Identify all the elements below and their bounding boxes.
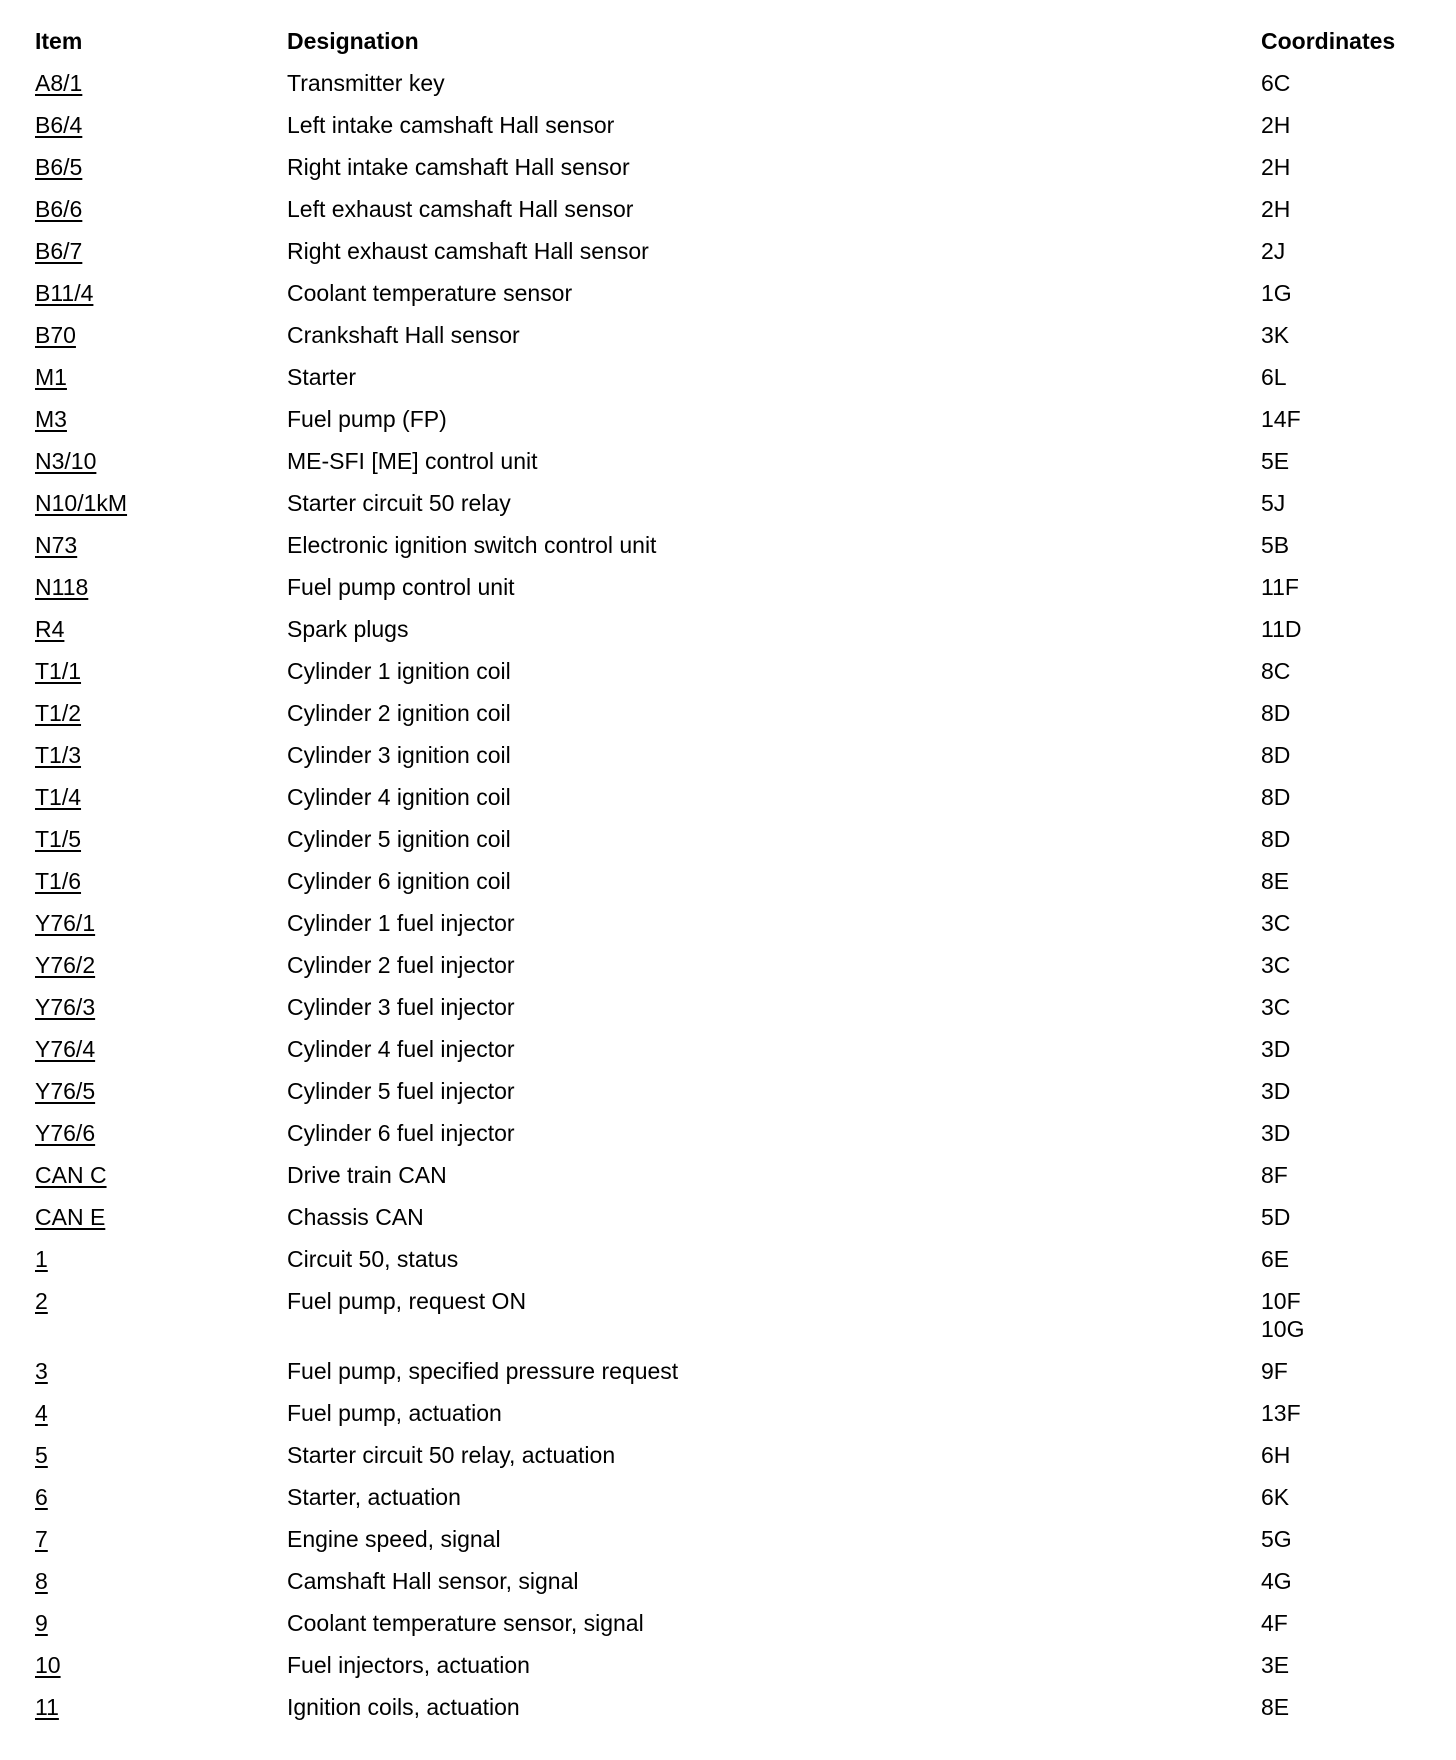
item-cell — [0, 1203, 252, 1231]
designation-cell: Transmitter key — [287, 70, 445, 96]
table-row — [0, 1161, 1456, 1203]
item-cell — [0, 825, 252, 853]
table-row — [0, 405, 1456, 447]
coordinates-cell — [1230, 1161, 1456, 1189]
coordinate-value: 11F — [1261, 574, 1299, 600]
table-row — [0, 1357, 1456, 1399]
item-cell — [0, 69, 252, 97]
table-row — [0, 1287, 1456, 1357]
item-cell — [0, 909, 252, 937]
designation-cell: Starter — [287, 364, 357, 390]
coordinate-value: 5B — [1261, 532, 1290, 558]
designation-cell: Coolant temperature sensor — [287, 280, 573, 306]
item-link[interactable]: 10 — [35, 1652, 61, 1678]
designation-cell: Starter circuit 50 relay, actuation — [287, 1442, 616, 1468]
item-cell — [0, 111, 252, 139]
item-cell — [0, 1441, 252, 1469]
item-link[interactable]: 3 — [35, 1358, 48, 1384]
item-cell — [0, 951, 252, 979]
coordinates-cell — [1230, 741, 1456, 769]
coordinate-value: 2H — [1261, 196, 1291, 222]
designation-cell: Fuel pump, actuation — [287, 1400, 502, 1426]
designation-cell: Cylinder 6 ignition coil — [287, 868, 511, 894]
item-link[interactable]: B6/5 — [35, 154, 83, 180]
coordinate-value: 3D — [1261, 1120, 1291, 1146]
item-link[interactable]: T1/5 — [35, 826, 82, 852]
coordinates-cell — [1230, 825, 1456, 853]
coordinates-cell — [1230, 1651, 1456, 1679]
coordinates-cell — [1230, 279, 1456, 307]
item-cell — [0, 531, 252, 559]
coordinate-value: 6L — [1261, 364, 1287, 390]
item-link[interactable]: 8 — [35, 1568, 48, 1594]
table-row — [0, 951, 1456, 993]
coordinates-cell — [1230, 909, 1456, 937]
item-link[interactable]: R4 — [35, 616, 65, 642]
item-cell — [0, 1035, 252, 1063]
table-row — [0, 783, 1456, 825]
header-designation: Designation — [287, 28, 419, 54]
table-row — [0, 573, 1456, 615]
designation-cell: Cylinder 6 fuel injector — [287, 1120, 515, 1146]
coordinates-cell — [1230, 1525, 1456, 1553]
item-link[interactable]: Y76/1 — [35, 910, 96, 936]
designation-cell: Cylinder 2 ignition coil — [287, 700, 511, 726]
table-header — [0, 0, 1456, 69]
designation-cell: Engine speed, signal — [287, 1526, 501, 1552]
table-row — [0, 1077, 1456, 1119]
item-cell — [0, 1357, 252, 1385]
table-row — [0, 447, 1456, 489]
coordinates-cell — [1230, 153, 1456, 181]
coordinates-cell — [1230, 363, 1456, 391]
designation-cell: Right exhaust camshaft Hall sensor — [287, 238, 649, 264]
coordinates-cell — [1230, 1287, 1456, 1343]
table-row — [0, 741, 1456, 783]
item-cell — [0, 1077, 252, 1105]
item-link[interactable]: B6/7 — [35, 238, 83, 264]
item-cell — [0, 447, 252, 475]
coordinate-value: 8C — [1261, 658, 1291, 684]
coordinates-cell — [1230, 657, 1456, 685]
item-link[interactable]: A8/1 — [35, 70, 83, 96]
coordinate-value: 8D — [1261, 784, 1291, 810]
coordinates-cell — [1230, 531, 1456, 559]
coordinates-cell — [1230, 615, 1456, 643]
designation-cell: Cylinder 3 fuel injector — [287, 994, 515, 1020]
coordinate-value: 3D — [1261, 1078, 1291, 1104]
coordinate-value: 5E — [1261, 448, 1290, 474]
designation-cell: Crankshaft Hall sensor — [287, 322, 520, 348]
item-cell — [0, 657, 252, 685]
coordinates-cell — [1230, 1693, 1456, 1721]
item-link[interactable]: 7 — [35, 1526, 48, 1552]
item-link[interactable]: N73 — [35, 532, 78, 558]
designation-cell: Cylinder 2 fuel injector — [287, 952, 515, 978]
coordinates-cell — [1230, 447, 1456, 475]
item-link[interactable]: 4 — [35, 1400, 48, 1426]
item-link[interactable]: B6/4 — [35, 112, 83, 138]
item-cell — [0, 741, 252, 769]
coordinate-value: 5D — [1261, 1204, 1291, 1230]
coordinate-value: 2H — [1261, 154, 1291, 180]
item-cell — [0, 1693, 252, 1721]
coordinate-value: 4G — [1261, 1568, 1292, 1594]
coordinate-value: 8F — [1261, 1162, 1288, 1188]
designation-cell: Fuel injectors, actuation — [287, 1652, 530, 1678]
item-cell — [0, 1161, 252, 1189]
table-row — [0, 153, 1456, 195]
table-row — [0, 321, 1456, 363]
designation-cell: Cylinder 3 ignition coil — [287, 742, 511, 768]
coordinate-value: 8E — [1261, 868, 1290, 894]
coordinate-value: 3C — [1261, 910, 1291, 936]
item-cell — [0, 279, 252, 307]
designation-cell: Fuel pump (FP) — [287, 406, 447, 432]
coordinates-cell — [1230, 951, 1456, 979]
coordinates-cell — [1230, 1245, 1456, 1273]
item-link[interactable]: 2 — [35, 1288, 48, 1314]
designation-cell: Cylinder 1 fuel injector — [287, 910, 515, 936]
designation-cell: Starter circuit 50 relay — [287, 490, 511, 516]
designation-cell: Circuit 50, status — [287, 1246, 459, 1272]
item-cell — [0, 699, 252, 727]
coordinate-value: 8D — [1261, 826, 1291, 852]
item-link[interactable]: 11 — [35, 1694, 59, 1720]
table-row — [0, 363, 1456, 405]
coordinate-value: 3C — [1261, 994, 1291, 1020]
designation-cell: Drive train CAN — [287, 1162, 447, 1188]
designation-cell: Coolant temperature sensor, signal — [287, 1610, 644, 1636]
item-cell — [0, 153, 252, 181]
designation-cell: Fuel pump, request ON — [287, 1288, 527, 1314]
designation-cell: Fuel pump control unit — [287, 574, 515, 600]
item-cell — [0, 1245, 252, 1273]
coordinate-value: 6H — [1261, 1442, 1291, 1468]
designation-cell: Right intake camshaft Hall sensor — [287, 154, 630, 180]
coordinate-value: 3E — [1261, 1652, 1290, 1678]
designation-cell: Ignition coils, actuation — [287, 1694, 520, 1720]
item-cell — [0, 489, 252, 517]
item-link[interactable]: N118 — [35, 574, 89, 600]
item-cell — [0, 1399, 252, 1427]
designation-cell: Cylinder 4 ignition coil — [287, 784, 511, 810]
item-link[interactable]: 6 — [35, 1484, 48, 1510]
table-row — [0, 993, 1456, 1035]
coordinates-cell — [1230, 1609, 1456, 1637]
item-link[interactable]: T1/3 — [35, 742, 82, 768]
item-link[interactable]: Y76/4 — [35, 1036, 96, 1062]
table-row — [0, 111, 1456, 153]
coordinate-value: 1G — [1261, 280, 1292, 306]
coordinate-value: 14F — [1261, 406, 1301, 432]
table-row — [0, 1651, 1456, 1693]
item-cell — [0, 573, 252, 601]
coordinate-value: 6E — [1261, 1246, 1290, 1272]
item-link[interactable]: 9 — [35, 1610, 48, 1636]
table-row — [0, 69, 1456, 111]
item-cell — [0, 195, 252, 223]
table-row — [0, 699, 1456, 741]
coordinate-value: 8E — [1261, 1694, 1290, 1720]
coordinate-value: 5G — [1261, 1526, 1292, 1552]
item-cell — [0, 1567, 252, 1595]
item-link[interactable]: T1/1 — [35, 658, 82, 684]
table-row — [0, 1609, 1456, 1651]
item-link[interactable]: N10/1kM — [35, 490, 128, 516]
table-row — [0, 1399, 1456, 1441]
coordinates-cell — [1230, 1567, 1456, 1595]
item-link[interactable]: Y76/2 — [35, 952, 96, 978]
item-link[interactable]: T1/4 — [35, 784, 82, 810]
item-link[interactable]: 5 — [35, 1442, 48, 1468]
coordinates-cell — [1230, 1077, 1456, 1105]
item-cell — [0, 867, 252, 895]
coordinates-cell — [1230, 237, 1456, 265]
item-link[interactable]: B11/4 — [35, 280, 94, 306]
coordinate-value: 4F — [1261, 1610, 1288, 1636]
designation-cell: Left intake camshaft Hall sensor — [287, 112, 615, 138]
designation-cell: Cylinder 5 fuel injector — [287, 1078, 515, 1104]
table-row — [0, 195, 1456, 237]
item-link[interactable]: Y76/6 — [35, 1120, 96, 1146]
designation-cell: Fuel pump, specified pressure request — [287, 1358, 679, 1384]
table-row — [0, 615, 1456, 657]
header-item: Item — [35, 28, 83, 54]
coordinates-cell — [1230, 1203, 1456, 1231]
item-cell — [0, 405, 252, 433]
table-row — [0, 1525, 1456, 1567]
coordinates-cell — [1230, 489, 1456, 517]
coordinate-value: 11D — [1261, 616, 1302, 642]
item-link[interactable]: Y76/3 — [35, 994, 96, 1020]
designation-cell: Electronic ignition switch control unit — [287, 532, 657, 558]
coordinate-value: 9F — [1261, 1358, 1288, 1384]
table-row — [0, 909, 1456, 951]
coordinates-cell — [1230, 321, 1456, 349]
coordinates-cell — [1230, 573, 1456, 601]
item-cell — [0, 1483, 252, 1511]
designation-cell: Cylinder 4 fuel injector — [287, 1036, 515, 1062]
item-link[interactable]: N3/10 — [35, 448, 97, 474]
coordinates-cell — [1230, 1035, 1456, 1063]
item-link[interactable]: CAN C — [35, 1162, 107, 1188]
table-row — [0, 1035, 1456, 1077]
table-row — [0, 1203, 1456, 1245]
table-row — [0, 531, 1456, 573]
item-link[interactable]: B6/6 — [35, 196, 83, 222]
item-link[interactable]: M3 — [35, 406, 67, 432]
item-cell — [0, 363, 252, 391]
item-cell — [0, 615, 252, 643]
designation-cell: Cylinder 1 ignition coil — [287, 658, 511, 684]
item-cell — [0, 1609, 252, 1637]
item-cell — [0, 237, 252, 265]
coordinates-cell — [1230, 405, 1456, 433]
coordinates-cell — [1230, 1483, 1456, 1511]
item-link[interactable]: 1 — [35, 1246, 48, 1272]
table-row — [0, 867, 1456, 909]
coordinate-value: 13F — [1261, 1400, 1301, 1426]
coordinate-value: 10F — [1261, 1288, 1301, 1314]
item-cell — [0, 1651, 252, 1679]
item-link[interactable]: B70 — [35, 322, 76, 348]
coordinates-cell — [1230, 111, 1456, 139]
item-link[interactable]: T1/2 — [35, 700, 82, 726]
item-link[interactable]: M1 — [35, 364, 67, 390]
table-row — [0, 279, 1456, 321]
header-coordinates: Coordinates — [1261, 28, 1396, 54]
coordinate-value: 6K — [1261, 1484, 1290, 1510]
designation-cell: Chassis CAN — [287, 1204, 424, 1230]
table-row — [0, 1119, 1456, 1161]
coordinate-value: 3K — [1261, 322, 1290, 348]
table-row — [0, 825, 1456, 867]
item-link[interactable]: T1/6 — [35, 868, 82, 894]
coordinate-value: 8D — [1261, 742, 1291, 768]
item-cell — [0, 1287, 252, 1315]
designation-cell: Cylinder 5 ignition coil — [287, 826, 511, 852]
table-row — [0, 489, 1456, 531]
coordinates-cell — [1230, 867, 1456, 895]
designation-cell: Left exhaust camshaft Hall sensor — [287, 196, 634, 222]
coordinate-value: 6C — [1261, 70, 1291, 96]
designation-cell: Camshaft Hall sensor, signal — [287, 1568, 579, 1594]
coordinate-value: 10G — [1261, 1316, 1305, 1342]
coordinate-value: 8D — [1261, 700, 1291, 726]
table-row — [0, 1483, 1456, 1525]
coordinates-cell — [1230, 1357, 1456, 1385]
designation-cell: Starter, actuation — [287, 1484, 461, 1510]
coordinates-cell — [1230, 69, 1456, 97]
coordinates-cell — [1230, 1441, 1456, 1469]
table-row — [0, 657, 1456, 699]
table-row — [0, 1245, 1456, 1287]
coordinate-value: 3C — [1261, 952, 1291, 978]
table-row — [0, 1693, 1456, 1735]
coordinate-value: 2J — [1261, 238, 1286, 264]
coordinates-cell — [1230, 1399, 1456, 1427]
coordinate-value: 2H — [1261, 112, 1291, 138]
designation-cell: Spark plugs — [287, 616, 409, 642]
item-cell — [0, 1119, 252, 1147]
item-link[interactable]: Y76/5 — [35, 1078, 96, 1104]
designation-cell: ME-SFI [ME] control unit — [287, 448, 538, 474]
coordinates-cell — [1230, 783, 1456, 811]
coordinates-cell — [1230, 993, 1456, 1021]
table-row — [0, 237, 1456, 279]
item-link[interactable]: CAN E — [35, 1204, 106, 1230]
table-row — [0, 1441, 1456, 1483]
item-cell — [0, 1525, 252, 1553]
table-row — [0, 1567, 1456, 1609]
coordinates-cell — [1230, 699, 1456, 727]
item-cell — [0, 783, 252, 811]
coordinates-cell — [1230, 195, 1456, 223]
coordinate-value: 5J — [1261, 490, 1286, 516]
table-body — [0, 69, 1456, 1735]
coordinate-value: 3D — [1261, 1036, 1291, 1062]
item-cell — [0, 993, 252, 1021]
item-cell — [0, 321, 252, 349]
coordinates-cell — [1230, 1119, 1456, 1147]
